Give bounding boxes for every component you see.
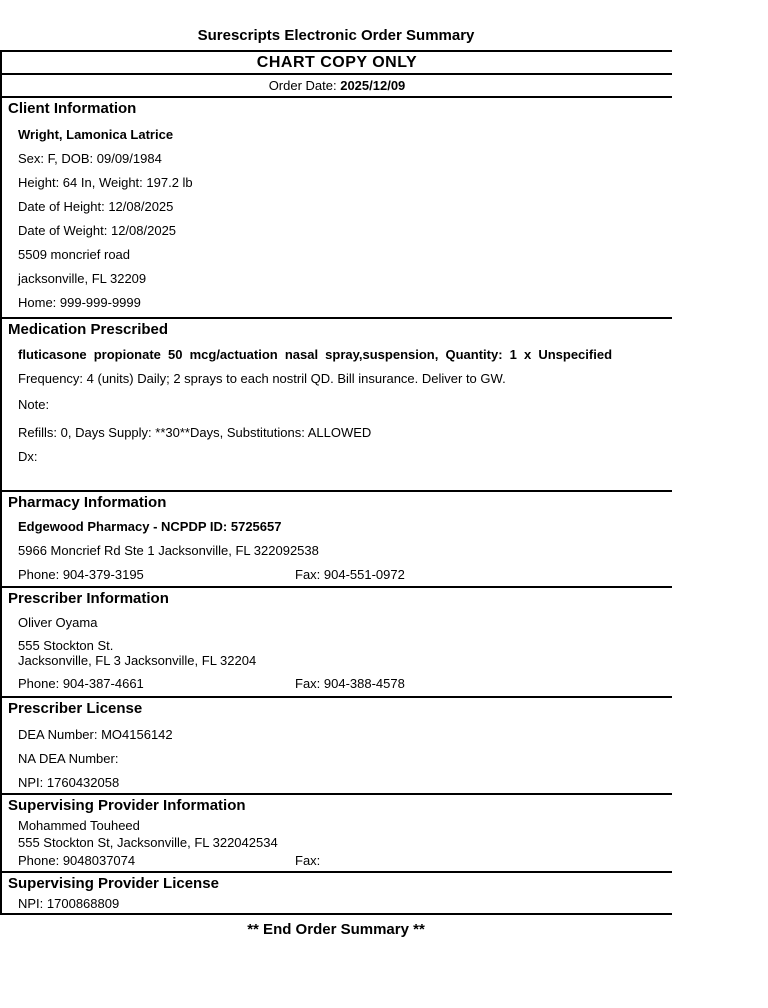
prescriber-na-dea-number: NA DEA Number: (18, 751, 119, 766)
prescriber-information-section (2, 588, 672, 698)
supervising-provider-npi: NPI: 1700868809 (18, 896, 120, 911)
prescriber-address-line1: 555 Stockton St. (18, 638, 114, 653)
prescriber-phone: Phone: 904-387-4661 (18, 676, 144, 691)
order-date-row (2, 75, 672, 98)
client-date-of-height: Date of Height: 12/08/2025 (18, 199, 174, 214)
prescriber-license-heading: Prescriber License (8, 700, 143, 717)
prescriber-phone-fax-row (2, 677, 672, 691)
client-address-city: jacksonville, FL 32209 (18, 271, 147, 286)
prescriber-license-section (2, 698, 672, 795)
prescriber-dea-number: DEA Number: MO4156142 (18, 727, 173, 742)
medication-frequency: Frequency: 4 (units) Daily; 2 sprays to each nostril QD. Bill insurance. Deliver to GW. (18, 371, 506, 386)
supervising-provider-license-section (2, 873, 672, 915)
supervising-fax: Fax: (295, 853, 321, 868)
pharmacy-phone-fax-row (2, 568, 672, 582)
medication-prescribed-section (2, 319, 672, 492)
page-title: Surescripts Electronic Order Summary (197, 27, 475, 44)
medication-prescribed-heading: Medication Prescribed (8, 321, 169, 338)
supervising-provider-license-heading: Supervising Provider License (8, 875, 219, 892)
prescriber-npi: NPI: 1760432058 (18, 775, 120, 790)
pharmacy-information-heading: Pharmacy Information (8, 494, 167, 511)
pharmacy-name: Edgewood Pharmacy - NCPDP ID: 5725657 (18, 519, 282, 534)
prescriber-name: Oliver Oyama (18, 615, 98, 630)
client-address-street: 5509 moncrief road (18, 247, 131, 262)
order-date-value: 2025/12/09 (340, 78, 406, 93)
medication-drug-line: fluticasone propionate 50 mcg/actuation nasal spray,suspension, Quantity: 1 x Unspecified (18, 347, 613, 362)
prescriber-information-heading: Prescriber Information (8, 590, 169, 607)
chart-copy-banner: CHART COPY ONLY (2, 52, 672, 75)
prescriber-address-line2: Jacksonville, FL 3 Jacksonville, FL 32204 (18, 653, 257, 668)
order-date-label: Order Date: (268, 78, 341, 93)
prescriber-address (2, 638, 672, 668)
supervising-provider-information-section (2, 795, 672, 873)
client-home-phone: Home: 999-999-9999 (18, 295, 141, 310)
supervising-phone-fax-row (2, 854, 672, 868)
prescriber-fax: Fax: 904-388-4578 (295, 676, 405, 691)
medication-dx-label: Dx: (18, 449, 38, 464)
medication-note-label: Note: (18, 397, 50, 412)
supervising-phone: Phone: 9048037074 (18, 853, 136, 868)
client-information-section (2, 98, 672, 319)
order-summary-table (0, 50, 672, 915)
supervising-provider-address: 555 Stockton St, Jacksonville, FL 322042534 (18, 835, 278, 850)
document-header (0, 0, 672, 50)
client-sex-dob: Sex: F, DOB: 09/09/1984 (18, 151, 162, 166)
client-height-weight: Height: 64 In, Weight: 197.2 lb (18, 175, 193, 190)
supervising-provider-heading: Supervising Provider Information (8, 797, 246, 814)
client-name: Wright, Lamonica Latrice (18, 127, 174, 142)
pharmacy-phone: Phone: 904-379-3195 (18, 567, 144, 582)
medication-refills: Refills: 0, Days Supply: **30**Days, Substitutions: ALLOWED (18, 425, 372, 440)
end-order-summary-text: ** End Order Summary ** (247, 921, 425, 938)
pharmacy-fax: Fax: 904-551-0972 (295, 567, 405, 582)
client-date-of-weight: Date of Weight: 12/08/2025 (18, 223, 177, 238)
pharmacy-information-section (2, 492, 672, 588)
supervising-provider-name: Mohammed Touheed (18, 818, 140, 833)
pharmacy-address: 5966 Moncrief Rd Ste 1 Jacksonville, FL 322092538 (18, 543, 319, 558)
client-information-heading: Client Information (8, 100, 137, 117)
